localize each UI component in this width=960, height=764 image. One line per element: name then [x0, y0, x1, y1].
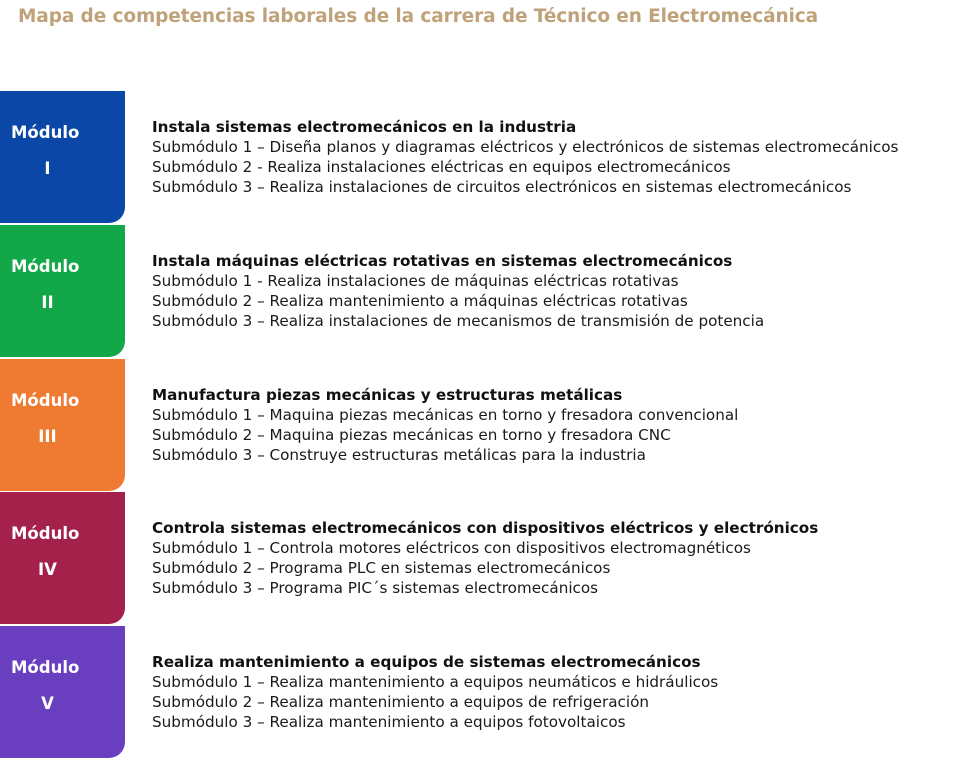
submodule-item: Submódulo 1 – Diseña planos y diagramas eléctricos y electrónicos de sistemas electromecánicos	[152, 138, 899, 156]
submodule-item: Submódulo 2 – Realiza mantenimiento a máquinas eléctricas rotativas	[152, 292, 688, 310]
module-tab	[0, 626, 125, 758]
module-numeral: I	[44, 159, 51, 178]
submodule-item: Submódulo 2 – Realiza mantenimiento a equipos de refrigeración	[152, 693, 650, 711]
submodule-item: Submódulo 1 - Realiza instalaciones de máquinas eléctricas rotativas	[152, 272, 679, 290]
module-heading: Manufactura piezas mecánicas y estructuras metálicas	[152, 386, 623, 404]
module-heading: Instala máquinas eléctricas rotativas en sistemas electromecánicos	[152, 252, 733, 270]
module-numeral: IV	[38, 560, 57, 579]
module-heading: Realiza mantenimiento a equipos de sistemas electromecánicos	[152, 653, 701, 671]
module-numeral: III	[38, 427, 57, 446]
module-3	[0, 359, 960, 491]
submodule-item: Submódulo 1 – Realiza mantenimiento a equipos neumáticos e hidráulicos	[152, 673, 719, 691]
module-1	[0, 91, 960, 223]
submodule-item: Submódulo 3 – Construye estructuras metálicas para la industria	[152, 446, 646, 464]
submodule-item: Submódulo 3 – Programa PIC´s sistemas electromecánicos	[152, 579, 599, 597]
module-label: Módulo	[11, 257, 80, 276]
module-label: Módulo	[11, 391, 80, 410]
module-label: Módulo	[11, 524, 80, 543]
module-label: Módulo	[11, 658, 80, 677]
module-content	[152, 117, 898, 197]
submodule-item: Submódulo 1 – Controla motores eléctricos con dispositivos electromagnéticos	[152, 539, 751, 557]
submodule-item: Submódulo 2 – Maquina piezas mecánicas en torno y fresadora CNC	[152, 426, 671, 444]
module-heading: Instala sistemas electromecánicos en la industria	[152, 118, 577, 136]
module-2	[0, 225, 960, 357]
submodule-item: Submódulo 3 – Realiza mantenimiento a equipos fotovoltaicos	[152, 713, 626, 731]
submodule-item: Submódulo 3 – Realiza instalaciones de mecanismos de transmisión de potencia	[152, 312, 765, 330]
submodule-item: Submódulo 2 – Programa PLC en sistemas electromecánicos	[152, 559, 611, 577]
module-numeral: V	[41, 694, 54, 713]
module-tab	[0, 359, 125, 491]
submodule-item: Submódulo 2 - Realiza instalaciones eléctricas en equipos electromecánicos	[152, 158, 731, 176]
module-4	[0, 492, 960, 624]
submodule-item: Submódulo 3 – Realiza instalaciones de circuitos electrónicos en sistemas electromecánicos	[152, 178, 852, 196]
module-content	[152, 251, 764, 331]
module-tab	[0, 225, 125, 357]
module-content	[152, 385, 738, 465]
page-title: Mapa de competencias laborales de la carrera de Técnico en Electromecánica	[18, 6, 819, 27]
module-content	[152, 518, 818, 598]
module-heading: Controla sistemas electromecánicos con dispositivos eléctricos y electrónicos	[152, 519, 819, 537]
module-numeral: II	[41, 293, 54, 312]
module-label: Módulo	[11, 123, 80, 142]
module-tab	[0, 91, 125, 223]
module-5	[0, 626, 960, 758]
module-tab	[0, 492, 125, 624]
submodule-item: Submódulo 1 – Maquina piezas mecánicas en torno y fresadora convencional	[152, 406, 739, 424]
module-content	[152, 652, 718, 732]
